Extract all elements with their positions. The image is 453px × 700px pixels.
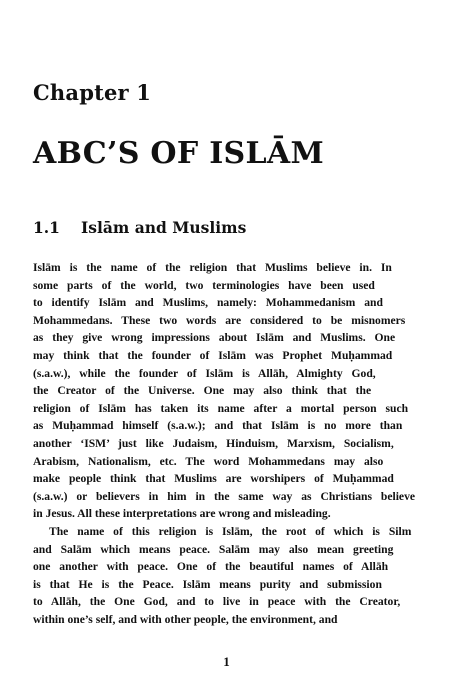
text-line: another ‘ISM’ just like Judaism, Hinduism, Marxism, Socialism, xyxy=(33,436,394,450)
text-line: (s.a.w.), while the founder of Islām is Allāh, Almighty God, xyxy=(33,366,376,380)
text-line: Islām is the name of the religion that Muslims believe in. In xyxy=(33,261,392,274)
text-line: as they give wrong impressions about Islām and Muslims. One xyxy=(33,331,396,345)
text-line: one another with peace. One of the beautiful names of Allāh xyxy=(33,560,389,574)
text-line: Arabism, Nationalism, etc. The word Mohammedans may also xyxy=(33,454,384,468)
text-line: to identify Islām and Muslims, namely: Mohammedanism and xyxy=(33,296,383,310)
text-line: may think that the founder of Islām was Prophet Muḥammad xyxy=(33,348,393,362)
paragraph-2 xyxy=(33,523,425,629)
section-title: Islām and Muslims xyxy=(81,218,247,237)
text-line: make people think that Muslims are worshipers of Muḥammad xyxy=(33,472,394,486)
section-number: 1.1 xyxy=(33,218,60,237)
text-line: within one’s self, and with other people, the environment, and xyxy=(33,612,338,626)
text-line: as Muḥammad himself (s.a.w.); and that Islām is no more than xyxy=(33,419,403,433)
text-line: The name of this religion is Islām, the root of which is Silm xyxy=(49,524,412,538)
text-line: the Creator of the Universe. One may also think that the xyxy=(33,384,372,398)
page-number: 1 xyxy=(223,654,230,669)
body-text xyxy=(33,259,425,628)
text-line: and Salām which means peace. Salām may also mean greeting xyxy=(33,542,394,556)
text-line: religion of Islām has taken its name after a mortal person such xyxy=(33,401,409,415)
text-line: in Jesus. All these interpretations are wrong and misleading. xyxy=(33,507,331,521)
section-heading xyxy=(33,218,246,237)
text-line: Mohammedans. These two words are considered to be misnomers xyxy=(33,313,406,327)
chapter-label: Chapter 1 xyxy=(33,80,152,105)
text-line: is that He is the Peace. Islām means purity and submission xyxy=(33,577,382,591)
chapter-title: ABC’S OF ISLĀM xyxy=(33,136,324,171)
text-line: to Allāh, the One God, and to live in peace with the Creator, xyxy=(33,595,401,609)
text-line: some parts of the world, two terminologies have been used xyxy=(33,278,375,292)
paragraph-1 xyxy=(33,259,425,523)
text-line: (s.a.w.) or believers in him in the same way as Christians believe xyxy=(33,489,416,503)
